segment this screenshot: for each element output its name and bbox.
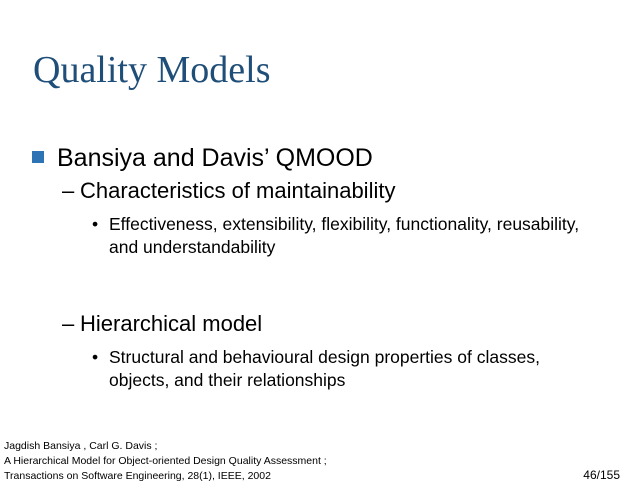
- list-item: [92, 346, 592, 392]
- bullet-square-icon: [32, 151, 44, 163]
- slide-title: Quality Models: [33, 49, 271, 91]
- bullet-dot-icon: •: [92, 214, 99, 234]
- dash-icon: –: [62, 311, 75, 336]
- page-number: 46/155: [583, 468, 620, 482]
- list-item-text: Effectiveness, extensibility, flexibility, functionality, reusability, and understandability: [109, 214, 580, 257]
- list-item-text: Structural and behavioural design properties of classes, objects, and their relationships: [109, 347, 540, 390]
- list-item: [92, 213, 592, 259]
- dash-icon: –: [62, 178, 75, 203]
- sub-bullet-hierarchical: [62, 310, 262, 338]
- reference-line: A Hierarchical Model for Object-oriented Design Quality Assessment ;: [4, 455, 327, 467]
- sub-bullet-text: Characteristics of maintainability: [80, 178, 396, 203]
- reference-line: Jagdish Bansiya , Carl G. Davis ;: [4, 440, 158, 452]
- sub-bullet-maintainability: [62, 177, 395, 205]
- main-bullet: [32, 142, 373, 174]
- bullet-dot-icon: •: [92, 347, 99, 367]
- reference-line: Transactions on Software Engineering, 28(1), IEEE, 2002: [4, 470, 271, 482]
- references: [4, 439, 327, 484]
- main-bullet-text: Bansiya and Davis’ QMOOD: [57, 144, 373, 172]
- sub-bullet-text: Hierarchical model: [80, 311, 263, 336]
